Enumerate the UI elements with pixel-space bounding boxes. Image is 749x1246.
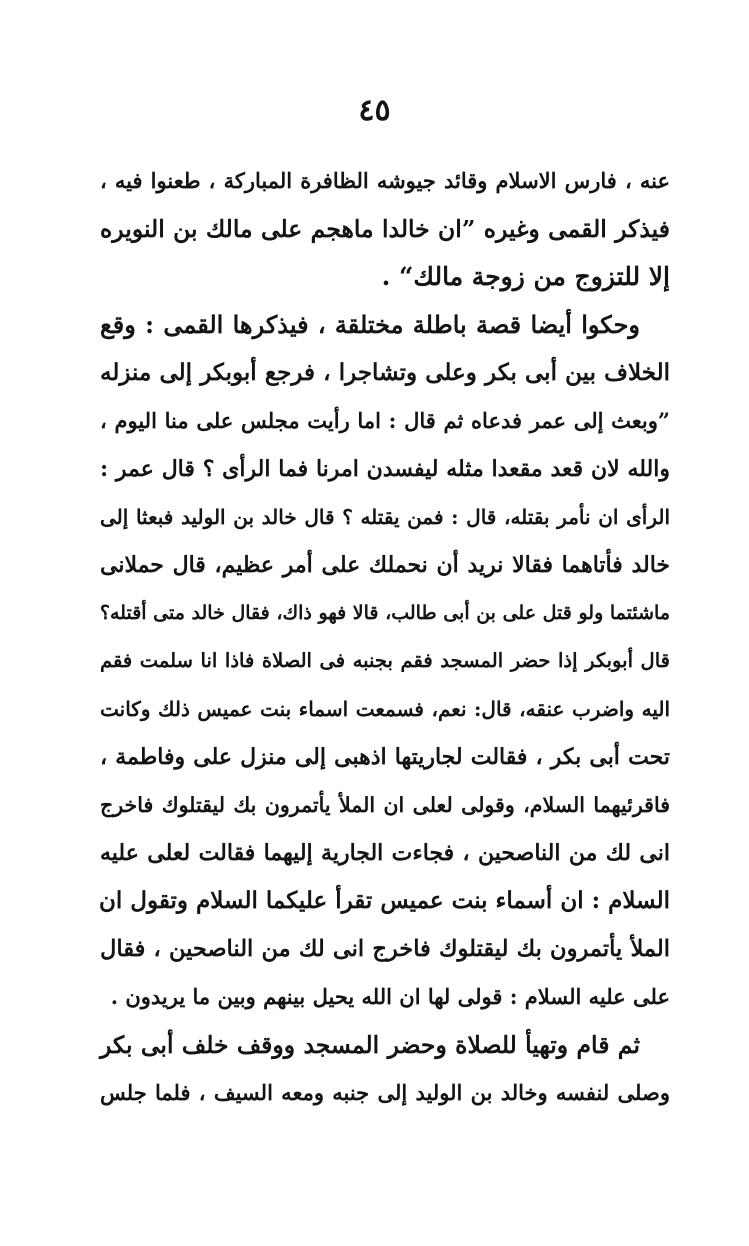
text-line: خالد فأتاهما فقالا نريد أن نحملك على أمر عظيم، قال حملانى xyxy=(100,552,670,578)
text-line: وحكوا أيضا قصة باطلة مختلقة ، فيذكرها القمى : وقع xyxy=(100,310,640,339)
text-line: على عليه السلام : قولى لها ان الله يحيل بينهم وبين ما يريدون . xyxy=(110,984,670,1009)
text-line: ثم قام وتهيأ للصلاة وحضر المسجد ووقف خلف أبى بكر xyxy=(100,1031,640,1059)
text-line: فيذكر القمى وغيره ”ان خالدا ماهجم على مالك بن النويره xyxy=(100,215,670,243)
text-line: ماشئتما ولو قتل على بن أبى طالب، قالا فهو ذاك، فقال خالد متى أقتله؟ xyxy=(99,602,670,624)
text-line: تحت أبى بكر ، فقالت لجاريتها اذهبى إلى منزل على وفاطمة ، xyxy=(100,744,670,770)
text-line: إلا للتزوج من زوجة مالك“ . xyxy=(381,262,670,291)
body-text xyxy=(100,157,670,1117)
page-number: ٤٥ xyxy=(358,93,391,128)
text-line: الخلاف بين أبى بكر وعلى وتشاجرا ، فرجع أبوبكر إلى منزله xyxy=(100,359,670,386)
text-line: الملأ يأتمرون بك ليقتلوك فاخرج انى لك من الناصحين ، فقال xyxy=(100,936,670,962)
text-line: عنه ، فارس الاسلام وقائد جيوشه الظافرة المباركة ، طعنوا فيه ، xyxy=(100,168,670,193)
text-line: انى لك من الناصحين ، فجاءت الجارية إليهما فقالت لعلى عليه xyxy=(100,840,670,866)
text-line: ”وبعث إلى عمر فدعاه ثم قال : اما رأيت مجلس على منا اليوم ، xyxy=(100,408,670,433)
text-line: والله لان قعد مقعدا مثله ليفسدن امرنا فما الرأى ؟ قال عمر : xyxy=(100,456,670,482)
text-line: الرأى ان نأمر بقتله، قال : فمن يقتله ؟ قال خالد بن الوليد فبعثا إلى xyxy=(100,505,670,529)
text-line: فاقرئيهما السلام، وقولى لعلى ان الملأ يأتمرون بك ليقتلوك فاخرج xyxy=(100,793,670,817)
text-line: وصلى لنفسه وخالد بن الوليد إلى جنبه ومعه السيف ، فلما جلس xyxy=(100,1080,670,1105)
text-line: اليه واضرب عنقه، قال: نعم، فسمعت اسماء بنت عميس ذلك وكانت xyxy=(100,697,670,721)
text-line: قال أبوبكر إذا حضر المسجد فقم بجنبه فى الصلاة فاذا انا سلمت فقم xyxy=(100,649,670,672)
text-line: السلام : ان أسماء بنت عميس تقرأ عليكما السلام وتقول ان xyxy=(98,887,670,914)
